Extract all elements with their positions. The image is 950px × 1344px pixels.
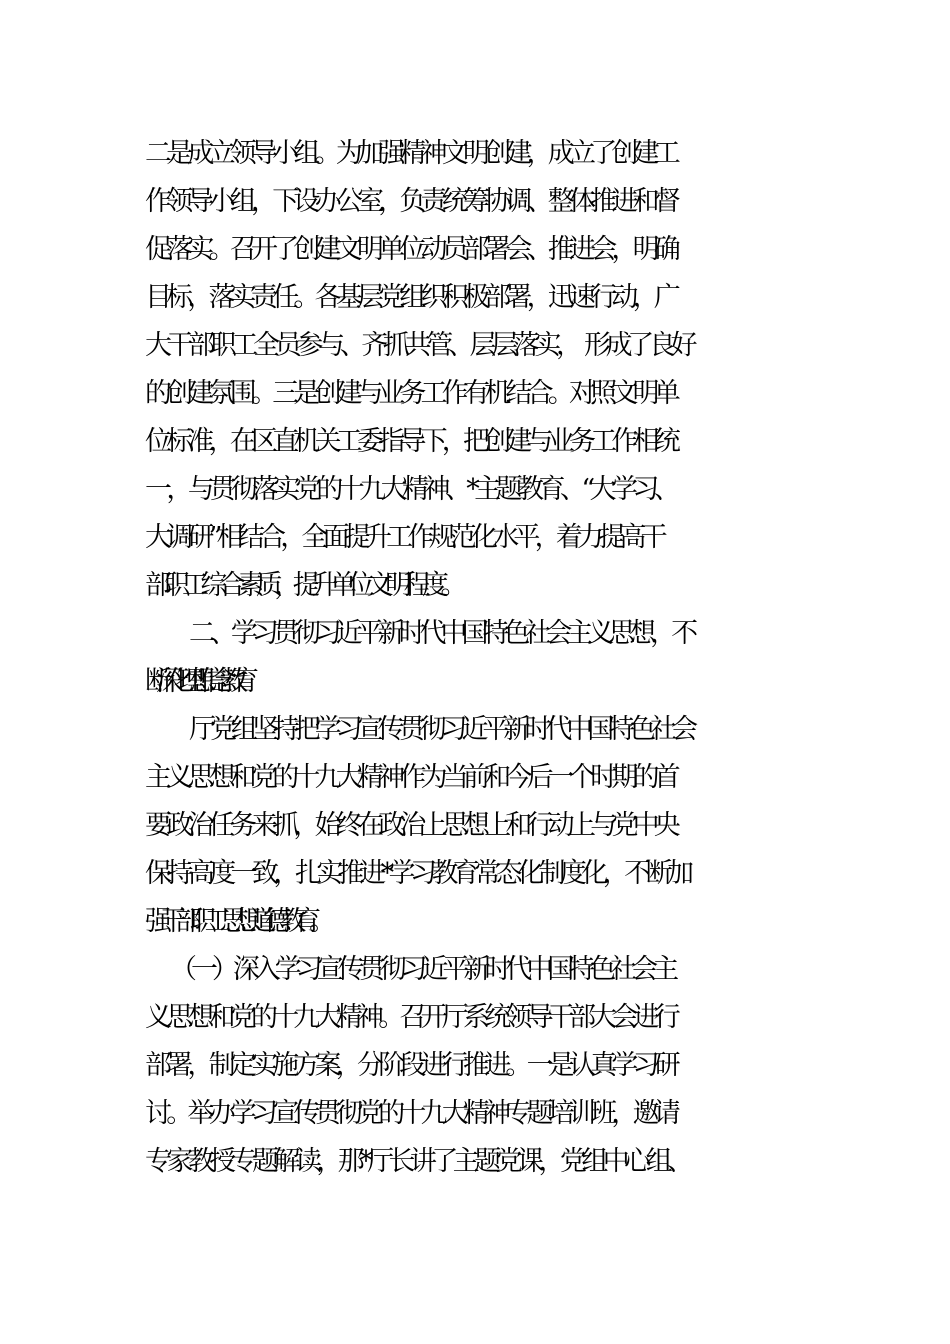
text-line-content: 的创建氛围。三是创建与业务工作有机结合。对照文明单 — [145, 378, 675, 409]
text-line-content: 主义思想和党的十九大精神作为当前和今后一个时期的首 — [145, 762, 675, 793]
text-line-content: 专家教授专题解读，那*厅长讲了主题党课，党组中心组、 — [145, 1146, 689, 1177]
section-heading: 二、学习贯彻习近平新时代中国特色社会主义思想，不 — [189, 618, 693, 649]
text-line-content: 讨。举办学习宣传贯彻党的十九大精神专题培训班，邀请 — [145, 1098, 675, 1129]
text-line — [0, 1049, 950, 1083]
text-line-content: 大干部职工全员参与、齐抓共管、层层落实， 形成了良好 — [145, 330, 693, 361]
text-line-content: 位标准，在区直机关工委指导下，把创建与业务工作相统 — [145, 426, 675, 457]
text-line-content: 大调研”相结合，全面提升工作规范化水平，着力提高干 — [145, 522, 662, 553]
section-heading-line — [0, 617, 950, 651]
text-line — [0, 809, 950, 843]
text-line — [0, 857, 950, 891]
text-line-content: 厅党组坚持把学习宣传贯彻习近平新时代中国特色社会 — [189, 714, 693, 745]
text-line — [0, 713, 950, 747]
text-line — [0, 425, 950, 459]
text-line-content: （一）深入学习宣传贯彻习近平新时代中国特色社会主 — [170, 954, 674, 985]
text-line-content: 义思想和党的十九大精神。召开厅系统领导干部大会进行 — [145, 1002, 675, 1033]
text-line-content: 目标，落实责任。各基层党组织积极部署，迅速行动，广 — [145, 282, 675, 313]
text-line-content: 保持高度一致，扎实推进*学习教育常态化制度化，不断加 — [145, 858, 689, 889]
text-line — [0, 233, 950, 267]
text-line — [0, 377, 950, 411]
text-line — [0, 1145, 950, 1179]
text-line — [0, 905, 950, 939]
text-line — [0, 569, 950, 603]
text-line-content: 部署，制定实施方案，分阶段进行推进。一是认真学习研 — [145, 1050, 675, 1081]
section-heading: 断深化理想信念教育 — [145, 666, 244, 697]
text-line-content: 部职工综合素质，提升单位文明程度。 — [145, 570, 459, 601]
section-heading-line — [0, 665, 950, 699]
text-line-content: 要政治任务来抓，始终在政治上思想上和行动上与党中央 — [145, 810, 675, 841]
text-line — [0, 329, 950, 363]
text-line — [0, 1001, 950, 1035]
subsection-line — [0, 953, 950, 987]
text-line-content: 二是成立领导小组。为加强精神文明创建，成立了创建工 — [145, 138, 675, 169]
text-line — [0, 473, 950, 507]
text-line-content: 一，与贯彻落实党的十九大精神、*主题教育、“大学习、 — [145, 474, 676, 505]
text-line — [0, 1097, 950, 1131]
text-line-content: 作领导小组，下设办公室，负责统筹协调、整体推进和督 — [145, 186, 675, 217]
text-line — [0, 281, 950, 315]
text-line-content: 强干部职工思想道德教育。 — [145, 906, 325, 937]
text-line — [0, 137, 950, 171]
text-line — [0, 761, 950, 795]
text-line-content: 促落实。召开了创建文明单位动员部署会、推进会，明确 — [145, 234, 675, 265]
text-line — [0, 521, 950, 555]
text-line — [0, 185, 950, 219]
